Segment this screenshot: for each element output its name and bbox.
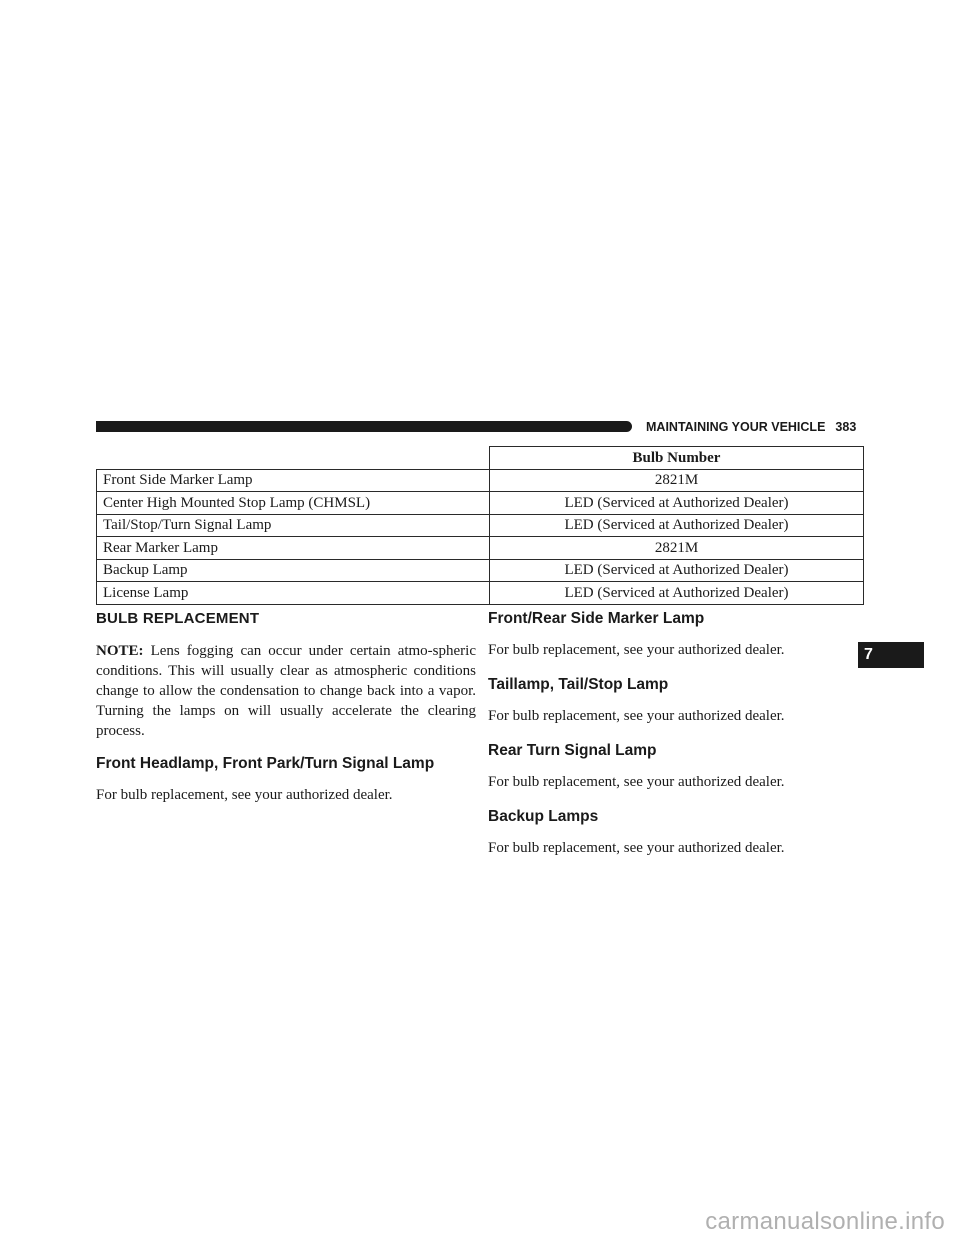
lamp-name: License Lamp [97, 582, 490, 605]
lamp-section [488, 610, 868, 660]
subsection-text: For bulb replacement, see your authorized dealer. [488, 708, 785, 724]
lamp-name: Front Side Marker Lamp [97, 469, 490, 492]
bulb-number: LED (Serviced at Authorized Dealer) [490, 514, 864, 537]
note-paragraph [96, 641, 476, 741]
subsection-text: For bulb replacement, see your authorized dealer. [488, 642, 785, 658]
lamp-name: Rear Marker Lamp [97, 537, 490, 560]
header-rule [96, 421, 632, 432]
subsection-text: For bulb replacement, see your authorized dealer. [96, 787, 393, 803]
bulb-number: LED (Serviced at Authorized Dealer) [490, 559, 864, 582]
subsection-heading: Front/Rear Side Marker Lamp [488, 610, 705, 627]
watermark: carmanualsonline.info [705, 1208, 945, 1235]
bulb-table [96, 446, 864, 605]
lamp-name: Tail/Stop/Turn Signal Lamp [97, 514, 490, 537]
subsection-heading: Taillamp, Tail/Stop Lamp [488, 676, 669, 693]
bulb-number: 2821M [490, 537, 864, 560]
note-label: NOTE: [96, 643, 144, 659]
lamp-section [488, 808, 868, 858]
section-heading: BULB REPLACEMENT [96, 610, 260, 627]
table-row [97, 582, 864, 605]
bulb-number: LED (Serviced at Authorized Dealer) [490, 582, 864, 605]
right-column [488, 610, 868, 874]
lamp-name: Backup Lamp [97, 559, 490, 582]
table-row [97, 537, 864, 560]
table-header-bulb-number: Bulb Number [490, 447, 864, 470]
subsection-text: For bulb replacement, see your authorized dealer. [488, 840, 785, 856]
table-header-row [97, 447, 864, 470]
subsection-heading: Front Headlamp, Front Park/Turn Signal Lamp [96, 755, 435, 772]
table-row [97, 559, 864, 582]
chapter-tab [858, 642, 924, 668]
section-title: MAINTAINING YOUR VEHICLE [646, 420, 826, 434]
chapter-number: 7 [864, 646, 873, 663]
table-header-blank [97, 447, 490, 470]
subsection-heading: Backup Lamps [488, 808, 599, 825]
table-row [97, 514, 864, 537]
running-header [646, 418, 866, 436]
subsection-text: For bulb replacement, see your authorized dealer. [488, 774, 785, 790]
table-row [97, 492, 864, 515]
lamp-section [488, 742, 868, 792]
left-column [96, 610, 476, 819]
table-row [97, 469, 864, 492]
note-text: Lens fogging can occur under certain atmo-spheric conditions. This will usually clear as atmospheric conditions change to allow the condensation to change back into a vapor. Turning the lamps on will usually accelerate the clearing process. [96, 643, 476, 739]
lamp-name: Center High Mounted Stop Lamp (CHMSL) [97, 492, 490, 515]
lamp-section [488, 676, 868, 726]
page-number: 383 [835, 420, 857, 434]
bulb-number: LED (Serviced at Authorized Dealer) [490, 492, 864, 515]
bulb-number: 2821M [490, 469, 864, 492]
subsection-heading: Rear Turn Signal Lamp [488, 742, 657, 759]
